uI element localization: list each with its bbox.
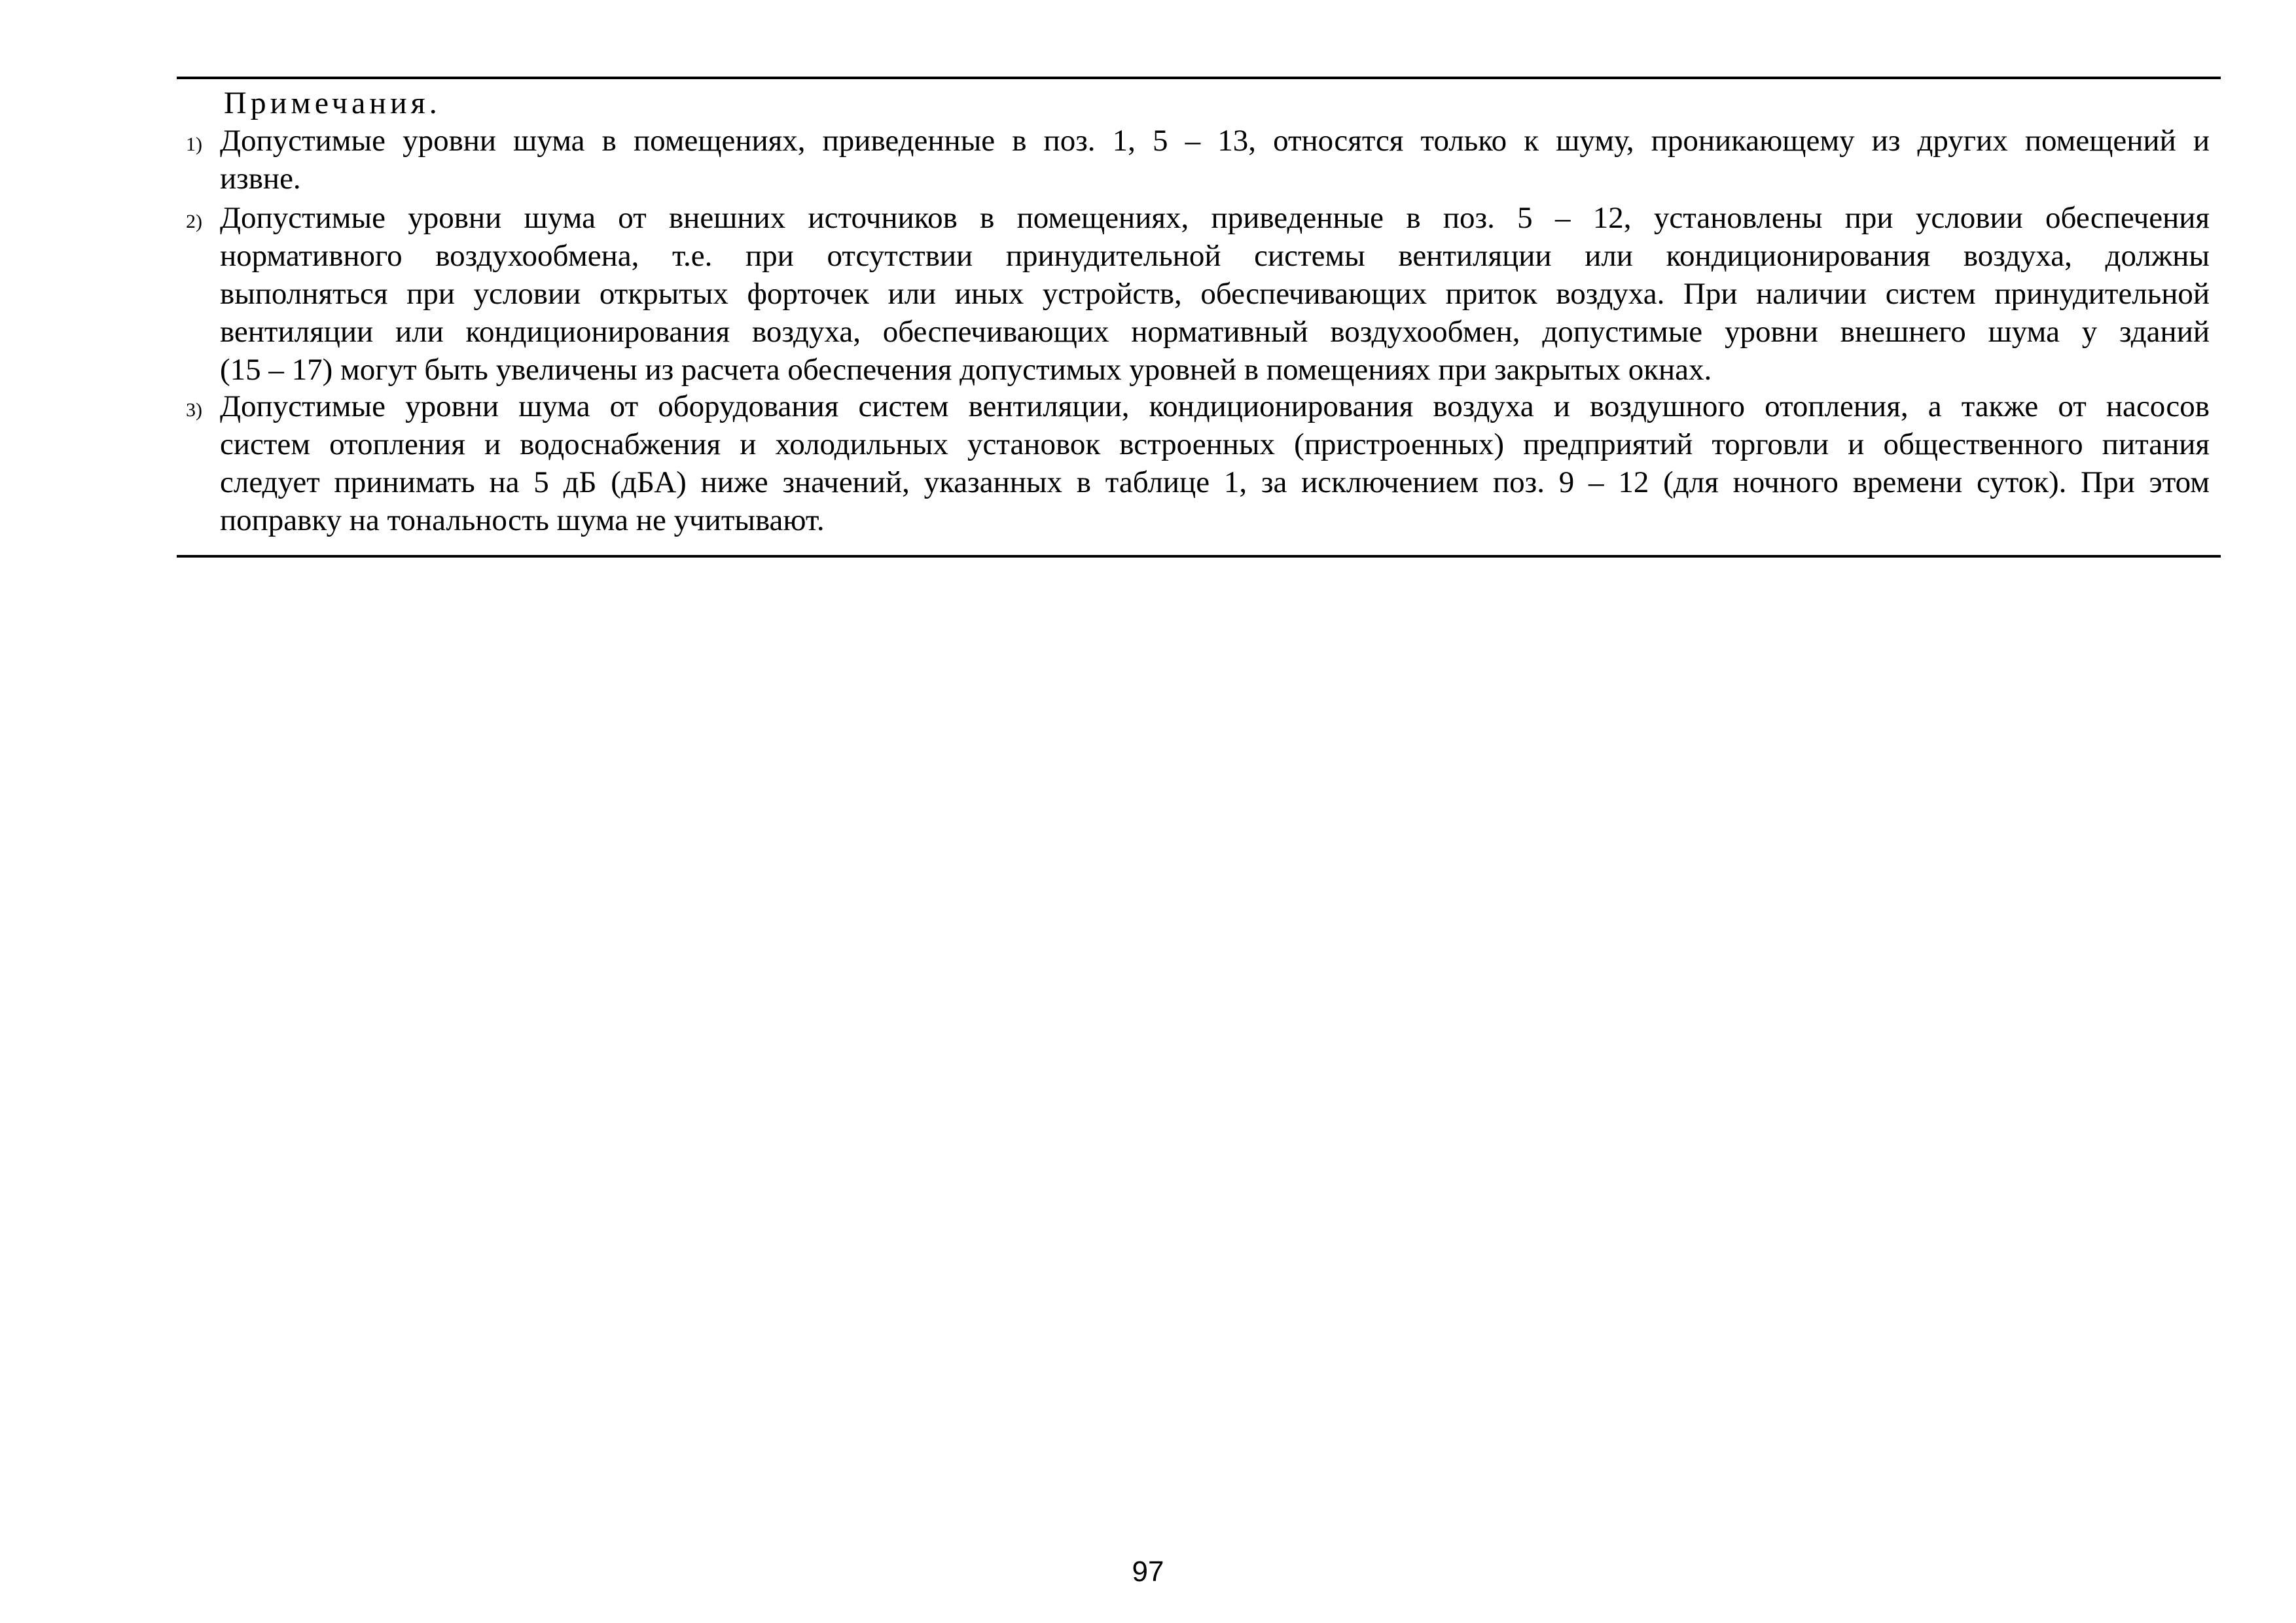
note-line: следует принимать на 5 дБ (дБА) ниже значений, указанных в таблице 1, за исключением поз. 9 – 12 (для ночного времени суток). При этом	[220, 465, 2210, 499]
note-number: 2)	[186, 211, 202, 232]
note-number: 1)	[186, 134, 202, 155]
note-line: (15 – 17) могут быть увеличены из расчета обеспечения допустимых уровней в помещениях при закрытых окнах.	[220, 353, 1712, 387]
note-line: Допустимые уровни шума в помещениях, приведенные в поз. 1, 5 – 13, относятся только к шуму, проникающему из других помещений и	[220, 124, 2210, 158]
note-line: систем отопления и водоснабжения и холодильных установок встроенных (пристроенных) предприятий торговли и общественного питания	[220, 427, 2210, 461]
note-line: вентиляции или кондиционирования воздуха, обеспечивающих нормативный воздухообмен, допустимые уровни внешнего шума у зданий	[220, 315, 2210, 349]
note-line: Допустимые уровни шума от оборудования систем вентиляции, кондиционирования воздуха и воздушного отопления, а также от насосов	[220, 389, 2210, 423]
bottom-rule	[177, 555, 2221, 558]
note-text	[220, 387, 2210, 539]
note-line: поправку на тональность шума не учитывают.	[220, 503, 825, 537]
note-line: извне.	[220, 162, 301, 196]
note-line: нормативного воздухообмена, т.е. при отсутствии принудительной системы вентиляции или кондиционирования воздуха, должны	[220, 239, 2210, 273]
page-number: 97	[1132, 1556, 1164, 1588]
note-line: выполняться при условии открытых форточек или иных устройств, обеспечивающих приток воздуха. При наличии систем принудительной	[220, 277, 2210, 311]
notes-heading: Примечания.	[224, 86, 441, 120]
note-text	[220, 122, 2210, 198]
note-line: Допустимые уровни шума от внешних источников в помещениях, приведенные в поз. 5 – 12, установлены при условии обеспечения	[220, 201, 2210, 235]
note-text	[220, 199, 2210, 389]
note-number: 3)	[186, 399, 202, 421]
top-rule	[177, 77, 2221, 79]
